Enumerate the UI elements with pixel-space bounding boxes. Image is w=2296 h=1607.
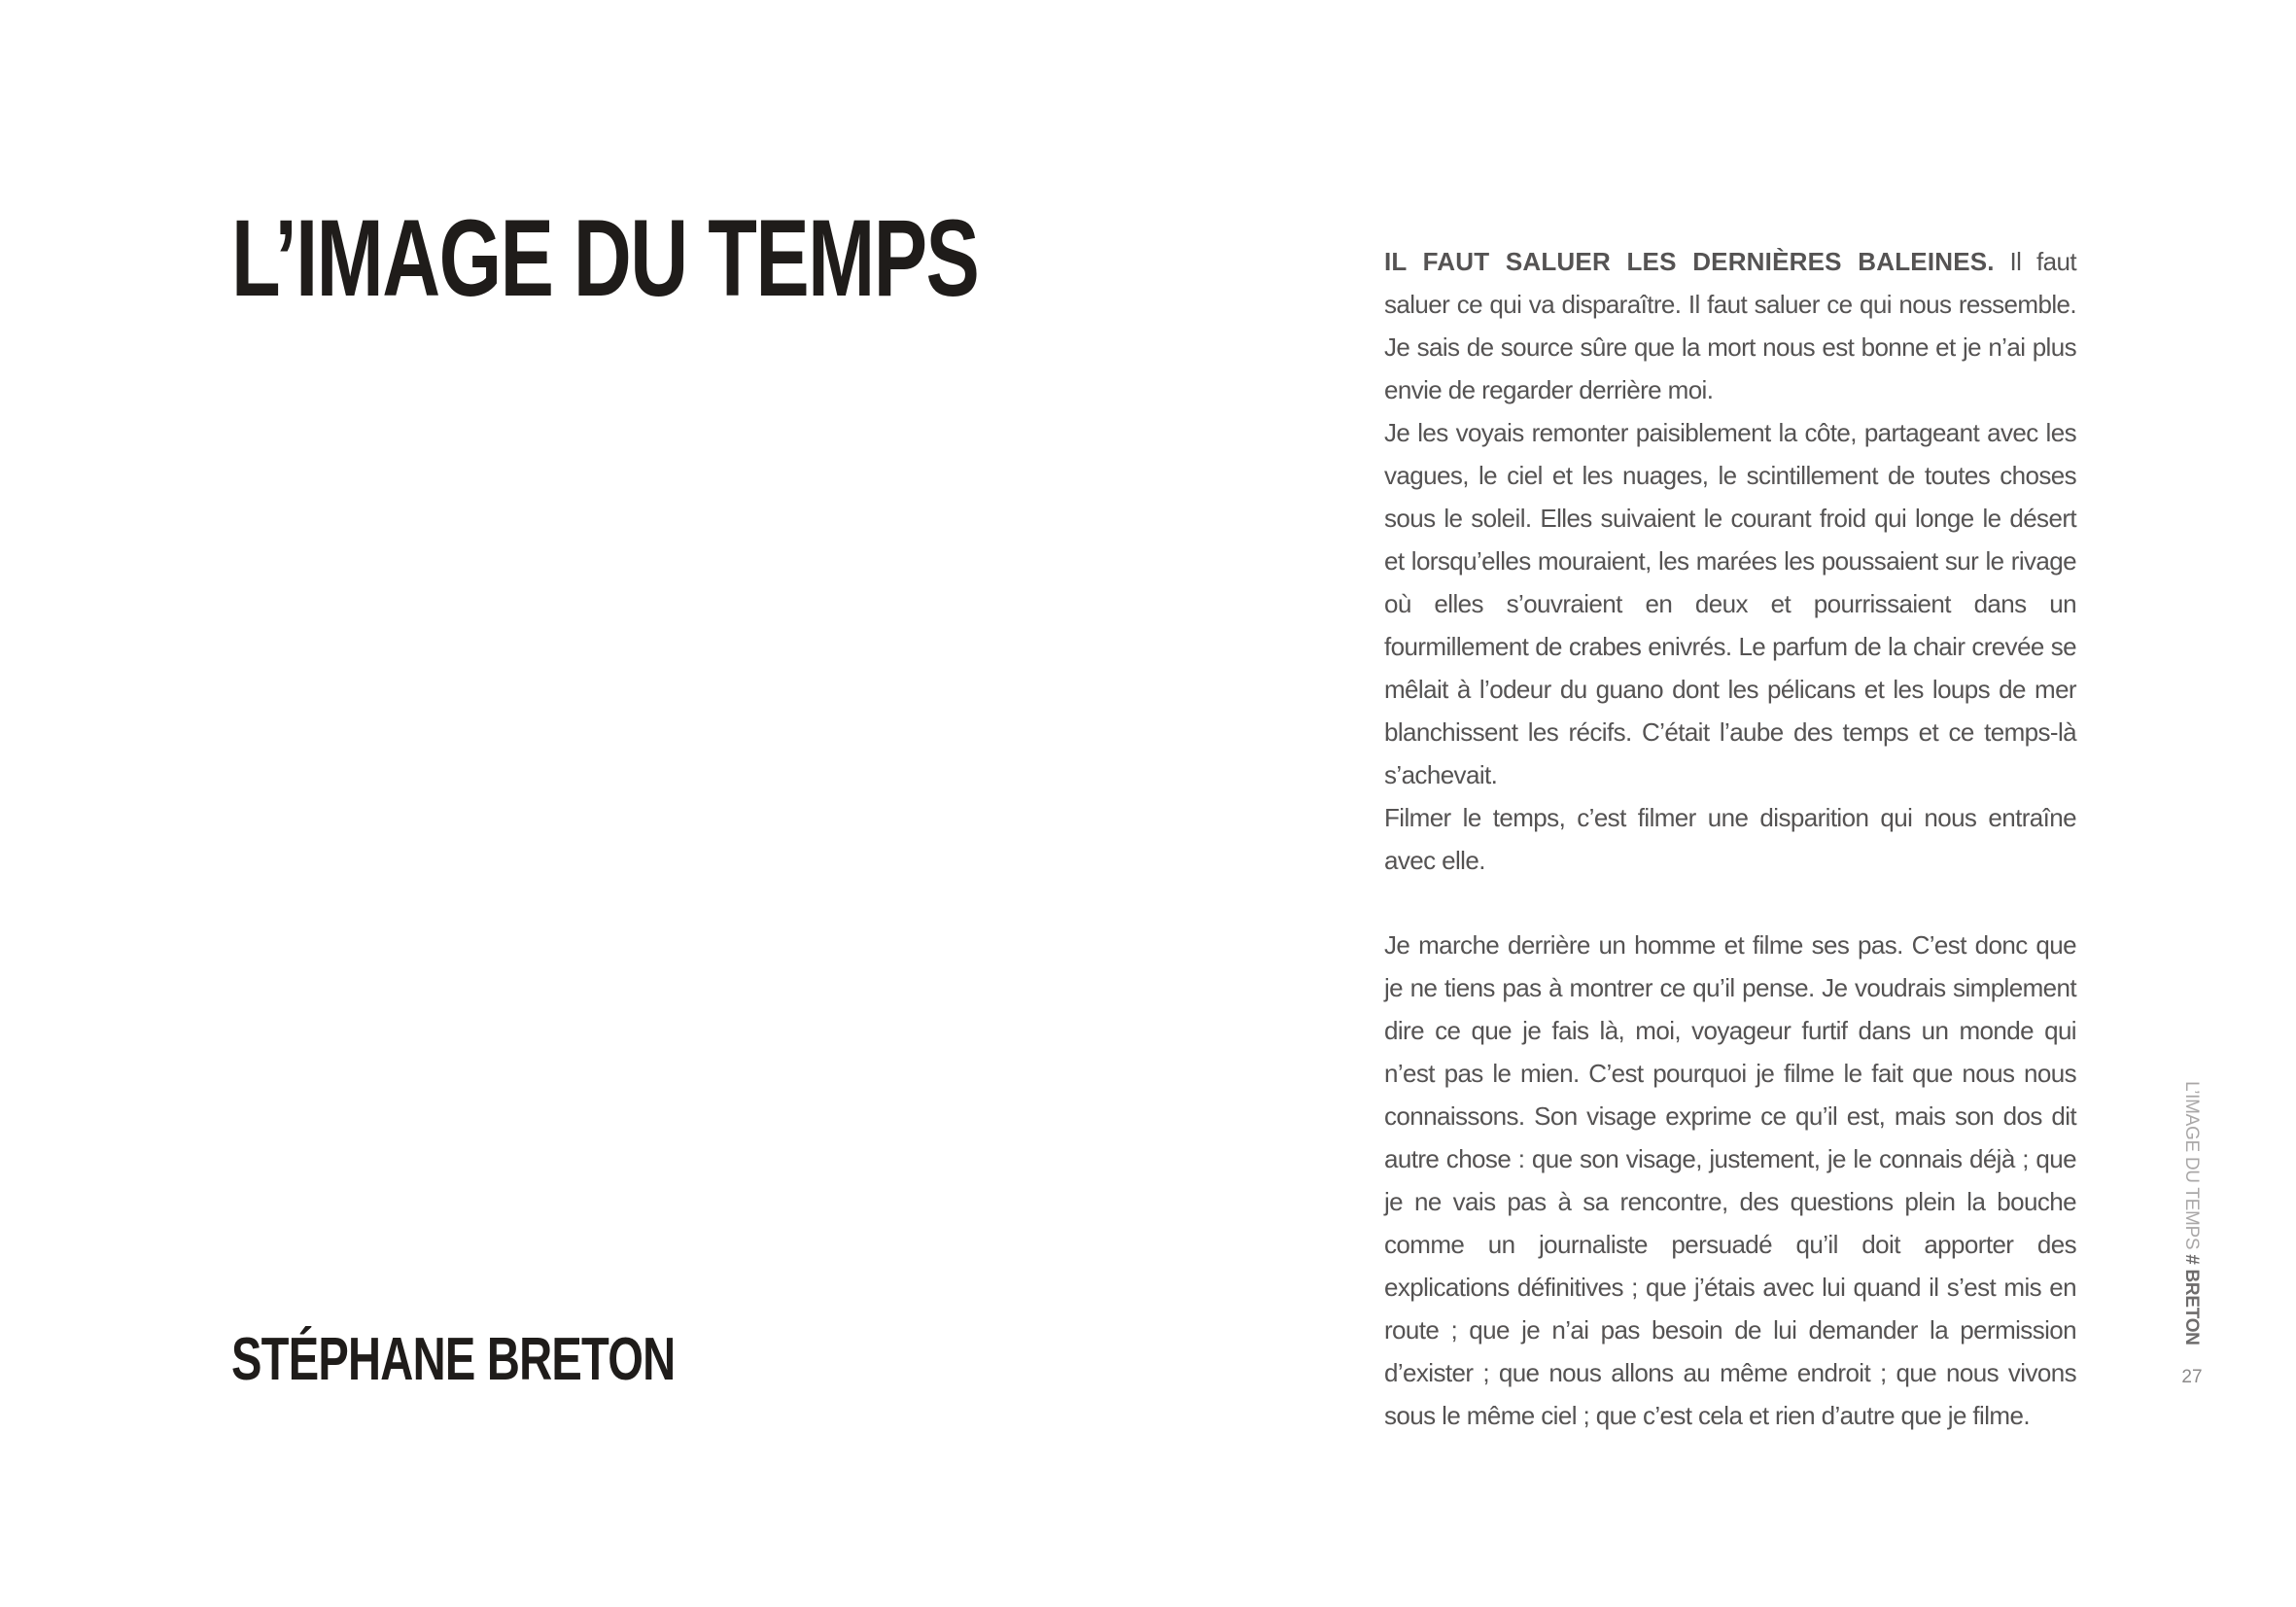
paragraph: Je marche derrière un homme et filme ses pas. C’est donc que je ne tiens pas à montrer ce qu’il pense. Je voudrais simplement dire ce que je fais là, moi, voyageur furtif dans un monde qui n’est pas le mien. C’est pourquoi je filme le fait que nous nous connaissons. Son visage exprime ce qu’il est, mais son dos dit autre chose : que son visage, justement, je le connais déjà ; que je ne vais pas à sa rencontre, des questions plein la bouche comme un journaliste persuadé qu’il doit apporter des explications définitives ; que j’étais avec lui quand il s’est mis en route ; que je n’ai pas besoin de lui demander la permission d’exister ; que nous allons au même endroit ; que nous vivons sous le même ciel ; que c’est cela et rien d’autre que je filme. [1384, 930, 2076, 1430]
page-title: L’IMAGE DU TEMPS [231, 197, 979, 319]
lead-in: IL FAUT SALUER LES DERNIÈRES BALEINES. [1384, 247, 1995, 276]
paragraph-text: Il faut saluer ce qui va disparaître. Il faut saluer ce qui nous ressemble. Je sais de source sûre que la mort nous est bonne et je n’ai plus envie de regarder derrière moi. [1384, 247, 2077, 404]
paragraph: Je les voyais remonter paisiblement la côte, partageant avec les vagues, le ciel et les nuages, le scintillement de toutes choses sous le soleil. Elles suivaient le courant froid qui longe le désert et lorsqu’elles mouraient, les marées les poussaient sur le rivage où elles s’ouvraient en deux et pourrissaient dans un fourmillement de crabes enivrés. Le parfum de la chair crevée se mêlait à l’odeur du guano dont les pélicans et les loups de mer blanchissent les récifs. C’était l’aube des temps et ce temps-là s’achevait. [1384, 418, 2076, 789]
running-header-separator: # [2181, 1249, 2202, 1270]
running-header-author: BRETON [2181, 1269, 2202, 1345]
paragraph [1384, 240, 2076, 411]
text-block-1 [1384, 240, 2076, 882]
author-name: STÉPHANE BRETON [231, 1326, 676, 1393]
paragraph: Filmer le temps, c’est filmer une disparition qui nous entraîne avec elle. [1384, 803, 2076, 875]
running-header-section: L’IMAGE DU TEMPS [2181, 1081, 2202, 1250]
text-block-2 [1384, 924, 2076, 1437]
page-number: 27 [2181, 1367, 2203, 1387]
running-header [2177, 1081, 2205, 1353]
